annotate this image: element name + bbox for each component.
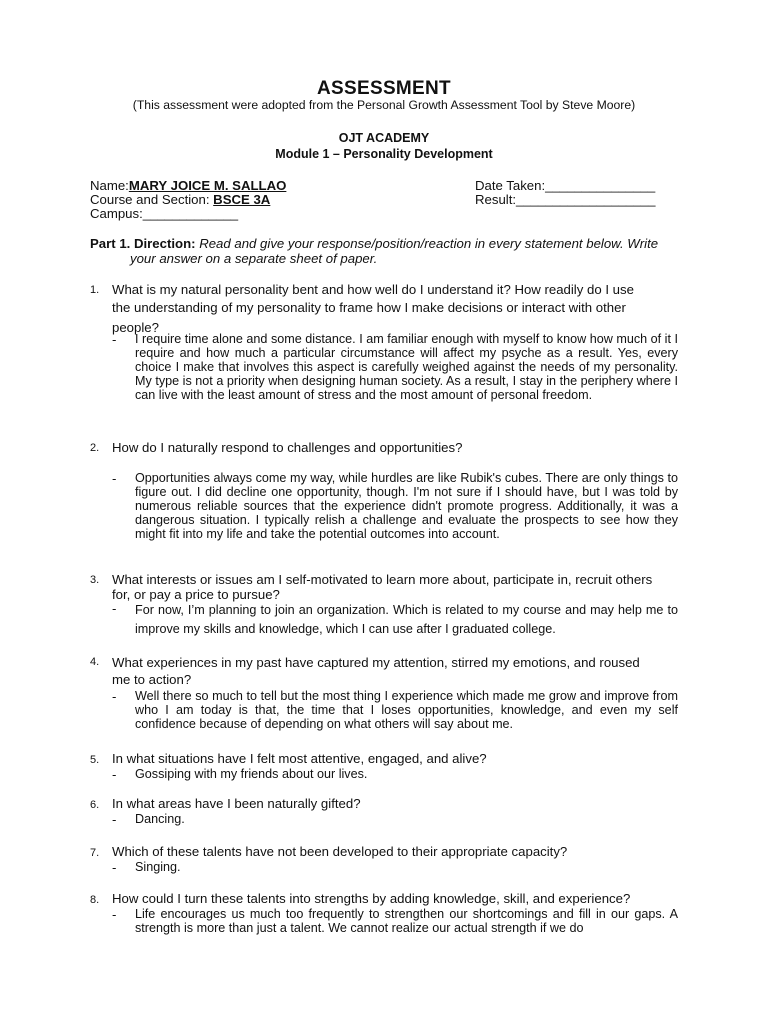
- answer-dash: -: [112, 767, 117, 782]
- question-text: Which of these talents have not been developed to their appropriate capacity?: [112, 844, 568, 859]
- answer-text: Life encourages us much too frequently to strengthen our shortcomings and fill in our gaps. A strength is more than just a talent. We cannot realize our actual strength if we do: [135, 907, 678, 935]
- answer-text: Opportunities always come my way, while hurdles are like Rubik's cubes. There are only things to figure out. I did decline one opportunity, though. I'm not sure if I should have, but I was told by numerous reliable sources that the experience didn't promote progress. Additionally, it was a dangerous situation. I typically relish a challenge and evaluate the prospects to see how they might fit into my life and take the potential outcomes into account.: [135, 471, 678, 541]
- question-number: 1.: [90, 284, 100, 296]
- date-label: Date Taken:: [475, 178, 546, 193]
- question-number: 8.: [90, 894, 100, 906]
- name-field: [90, 178, 286, 193]
- part1-instruction-line2: your answer on a separate sheet of paper.: [130, 251, 378, 266]
- question-number: 5.: [90, 754, 100, 766]
- question-line: What is my natural personality bent and how well do I understand it? How readily do I use: [112, 282, 634, 297]
- answer-text: Gossiping with my friends about our lives.: [135, 767, 368, 781]
- document-title: ASSESSMENT: [317, 78, 451, 99]
- question-number: 7.: [90, 847, 100, 859]
- question-text: In what areas have I been naturally gifted?: [112, 796, 361, 811]
- question-text: [112, 653, 678, 687]
- question-line: the understanding of my personality to frame how I make decisions or interact with other: [112, 300, 626, 315]
- answer-dash: -: [112, 812, 117, 827]
- answer-dash: -: [112, 860, 117, 875]
- course-value: BSCE 3A: [213, 192, 271, 207]
- question-line: What experiences in my past have captured my attention, stirred my emotions, and roused: [112, 655, 640, 670]
- question-text: [112, 572, 678, 602]
- document-subtitle: (This assessment were adopted from the Personal Growth Assessment Tool by Steve Moore): [132, 98, 636, 112]
- module-heading: Module 1 – Personality Development: [275, 147, 493, 161]
- campus-label: Campus:: [90, 206, 143, 221]
- campus-blank: _____________: [142, 206, 239, 221]
- course-label: Course and Section:: [90, 192, 214, 207]
- part1-direction: [90, 236, 686, 266]
- question-line: for, or pay a price to pursue?: [112, 587, 280, 602]
- campus-field: [90, 206, 238, 221]
- question-line: What interests or issues am I self-motivated to learn more about, participate in, recruit others: [112, 572, 653, 587]
- question-line: me to action?: [112, 672, 192, 687]
- question-number: 2.: [90, 442, 100, 454]
- answer-dash: -: [112, 907, 117, 922]
- result-field: [475, 192, 655, 207]
- answer-text: Well there so much to tell but the most thing I experience which made me grow and improve from who I am today is that, the time that I loses opportunities, knowledge, and even my self confidence because of depending on what others will say about me.: [135, 689, 678, 731]
- answer-text: I require time alone and some distance. I am familiar enough with myself to know how much of it I require and how much a particular circumstance will affect my psyche as a result. Yes, every choice I make that involves this aspect is carefully weighed against the needs of my personality. My type is not a priority when designing human society. As a result, I stay in the periphery where I can live with the least amount of stress and the most amount of personal freedom.: [135, 332, 678, 402]
- date-field: [475, 178, 655, 193]
- question-text: In what situations have I felt most attentive, engaged, and alive?: [112, 751, 487, 766]
- result-blank: ___________________: [516, 192, 656, 207]
- answer-dash: -: [112, 471, 117, 486]
- answer-dash: -: [112, 689, 117, 704]
- name-label: Name:: [90, 178, 129, 193]
- question-text: How could I turn these talents into strengths by adding knowledge, skill, and experience?: [112, 891, 631, 906]
- answer-text: For now, I’m planning to join an organization. Which is related to my course and may help me to improve my skills and knowledge, which I can use after I graduated college.: [135, 603, 678, 636]
- question-number: 3.: [90, 574, 100, 586]
- question-text: How do I naturally respond to challenges and opportunities?: [112, 440, 463, 455]
- course-field: [90, 192, 270, 207]
- question-number: 4.: [90, 656, 100, 668]
- question-number: 6.: [90, 799, 100, 811]
- name-value: MARY JOICE M. SALLAO: [128, 178, 287, 193]
- question-text: [112, 280, 678, 335]
- academy-heading: OJT ACADEMY: [338, 131, 430, 145]
- date-blank: _______________: [545, 178, 656, 193]
- question-line: people?: [112, 320, 159, 335]
- answer-dash: -: [112, 601, 117, 616]
- part1-instruction-line1: Read and give your response/position/reaction in every statement below. Write: [195, 236, 659, 251]
- answer-dash: -: [112, 332, 117, 347]
- result-label: Result:: [475, 192, 517, 207]
- part1-label: Part 1. Direction:: [90, 236, 196, 251]
- answer-text: Singing.: [135, 860, 181, 874]
- answer-text: Dancing.: [135, 812, 185, 826]
